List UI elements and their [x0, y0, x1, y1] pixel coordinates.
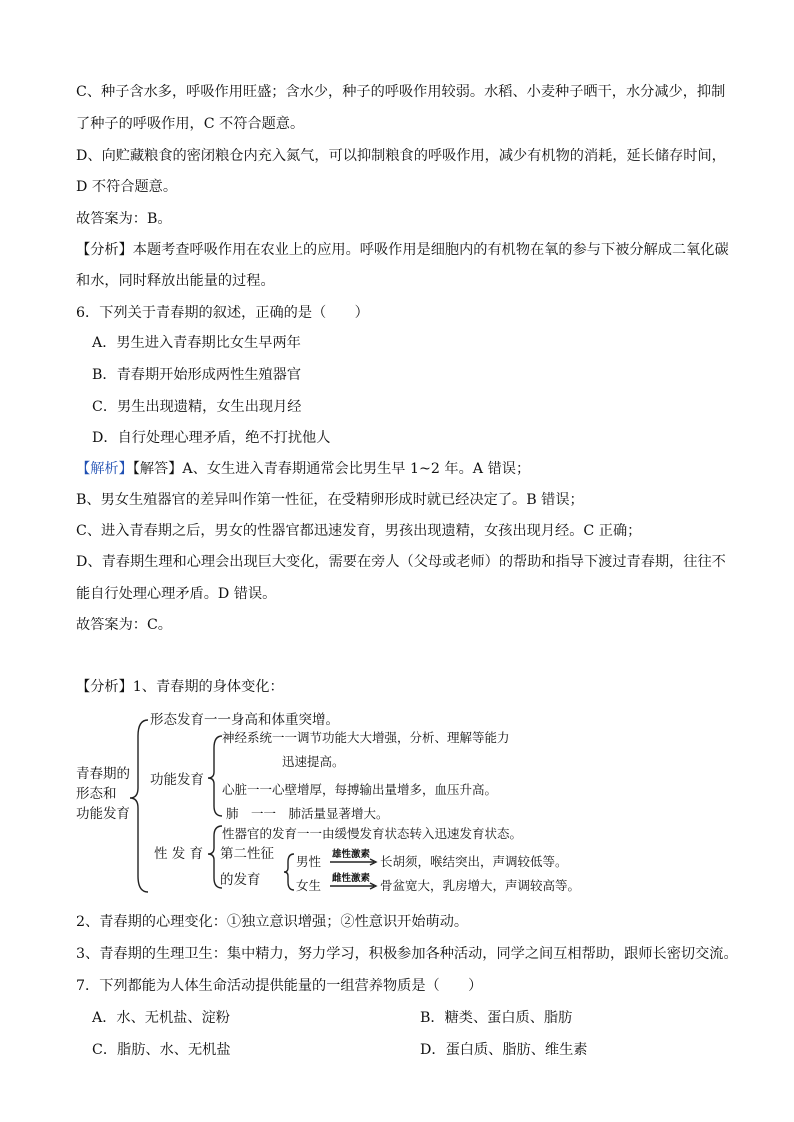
root-brace — [130, 720, 148, 892]
root-label-3: 功能发育 — [76, 806, 130, 822]
puberty-development-diagram — [76, 706, 596, 902]
jiexi-answer-a: 【解答】A、女生进入青春期通常会比男生早 1~2 年。A 错误； — [132, 461, 531, 477]
second-trait-label-1: 第二性征 — [220, 846, 274, 862]
second-trait-label-2: 的发育 — [220, 872, 261, 888]
question-6-jiexi-b: B、男女生殖器官的差异叫作第一性征，在受精卵形成时就已经决定了。B 错误； — [76, 492, 584, 508]
question-7-option-a: A．水、无机盐、淀粉 — [92, 1010, 230, 1026]
female-label: 女生 — [296, 878, 322, 893]
puberty-diagram-svg — [76, 706, 596, 902]
male-label: 男性 — [296, 854, 322, 869]
jiexi-tag: 【解析】 — [76, 461, 133, 477]
branch-sex: 性 发 育 — [154, 846, 204, 862]
question-7-option-b: B．糖类、蛋白质、脂肪 — [420, 1010, 573, 1026]
branch-form: 形态发育一一身高和体重突增。 — [150, 712, 339, 728]
prev-option-d-line2: D 不符合题意。 — [76, 179, 178, 195]
prev-answer: 故答案为：B。 — [76, 211, 172, 227]
question-6-analysis-head: 【分析】1、青春期的身体变化： — [76, 679, 284, 695]
prev-option-d-line1: D、向贮藏粮食的密闭粮仓内充入氮气，可以抑制粮食的呼吸作用，减少有机物的消耗，延长储存时间， — [76, 148, 726, 164]
question-6-option-b: B．青春期开始形成两性生殖器官 — [92, 367, 302, 383]
question-6-jiexi-line — [76, 459, 530, 479]
question-6-option-a: A．男生进入青春期比女生早两年 — [92, 335, 301, 351]
prev-option-c-line2: 了种子的呼吸作用，C 不符合题意。 — [76, 116, 305, 132]
question-6-jiexi-d2: 能自行处理心理矛盾。D 错误。 — [76, 586, 277, 602]
branch-function: 功能发育 — [150, 772, 204, 788]
question-6-jiexi-c: C、进入青春期之后，男女的性器官都迅速发育，男孩出现遗精，女孩出现月经。C 正确； — [76, 523, 642, 539]
root-label-2: 形态和 — [76, 786, 117, 802]
sex-organ-development: 性器官的发育一一由缓慢发育状态转入迅速发育状态。 — [222, 826, 523, 841]
question-7-option-d: D．蛋白质、脂肪、维生素 — [420, 1042, 588, 1058]
question-6-option-d: D．自行处理心理矛盾，绝不打扰他人 — [92, 430, 331, 446]
prev-option-c-line1: C、种子含水多，呼吸作用旺盛；含水少，种子的呼吸作用较弱。水稻、小麦种子晒干，水分减少，抑制 — [76, 84, 726, 100]
male-description: 长胡须，喉结突出，声调较低等。 — [380, 854, 568, 869]
function-brace — [208, 736, 222, 816]
prev-analysis-line1: 【分析】本题考查呼吸作用在农业上的应用。呼吸作用是细胞内的有机物在氧的参与下被分解成二氧化碳 — [76, 242, 729, 258]
question-6-point-3: 3、青春期的生理卫生：集中精力，努力学习，积极参加各种活动，同学之间互相帮助，跟师长密切交流。 — [76, 946, 738, 962]
question-7-option-c: C．脂肪、水、无机盐 — [92, 1042, 231, 1058]
female-description: 骨盆宽大，乳房增大，声调较高等。 — [380, 878, 581, 893]
question-6-option-c: C．男生出现遗精，女生出现月经 — [92, 399, 302, 415]
function-nervous: 神经系统一一调节功能大大增强，分析、理解等能力 — [222, 730, 510, 745]
function-lung: 肺 一一 肺活量显著增大。 — [226, 806, 389, 821]
male-hormone: 雄性激素 — [332, 849, 371, 860]
question-6-jiexi-d1: D、青春期生理和心理会出现巨大变化，需要在旁人（父母或老师）的帮助和指导下渡过青春期，往往不 — [76, 554, 726, 570]
root-label-1: 青春期的 — [76, 766, 130, 782]
function-nervous-cont: 迅速提高。 — [282, 754, 345, 769]
prev-analysis-line2: 和水，同时释放出能量的过程。 — [76, 273, 275, 289]
question-7-stem: 7．下列都能为人体生命活动提供能量的一组营养物质是（ ） — [76, 978, 483, 994]
question-6-point-2: 2、青春期的心理变化：①独立意识增强；②性意识开始萌动。 — [76, 914, 469, 930]
second-trait-brace — [284, 854, 294, 890]
question-6-stem: 6．下列关于青春期的叙述，正确的是（ ） — [76, 305, 369, 321]
function-heart: 心脏一一心壁增厚，每搏输出量增多，血压升高。 — [222, 782, 498, 797]
female-hormone: 雌性激素 — [332, 873, 371, 884]
question-6-answer: 故答案为：C。 — [76, 617, 172, 633]
